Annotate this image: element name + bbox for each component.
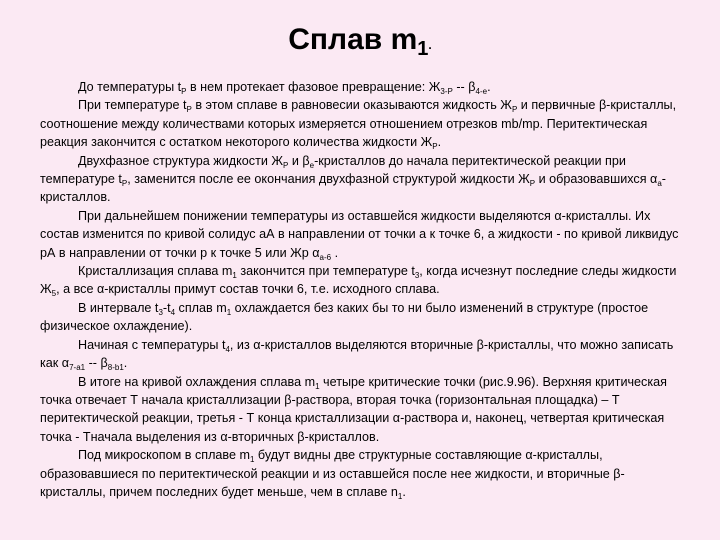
- paragraph-3: Двухфазное структура жидкости $Ж_P$ и $\beta_e$-кристаллов до начала перитектической реакции при температуре $t_P$, заменится после ее окончания двухфазной структурой жидкости $Ж_P$ и образовавшихся $\alpha_a$-кристаллов.: [40, 153, 666, 205]
- title-dot: .: [428, 38, 432, 52]
- title-text: Сплав m: [288, 23, 418, 56]
- paragraph-7: Начиная с температуры $t_4$, из α-кристаллов выделяются вторичные β-кристаллы, что можно записать как $\alpha_{7-a1} -- \beta_{8-b1}$.: [40, 337, 674, 373]
- paragraph-8: В итоге на кривой охлаждения сплава $m_1$ четыре критические точки (рис.9.96). Верхняя критическая точка отвечает Т начала кристаллизации β-раствора, вторая точка (горизонтальная площадка) – Т перитектической реакции, третья - Т конца кристаллизации α-раствора и, наконец, четвертая критическая точка - Тначала выделения из α-вторичных β-кристаллов.: [40, 374, 667, 444]
- paragraph-5: Кристаллизация сплава $m_1$ закончится при температуре $t_3$, когда исчезнут последние следы жидкости $Ж_5$, а все α-кристаллы примут состав точки 6, т.е. исходного сплава.: [40, 264, 677, 299]
- paragraph-4: При дальнейшем понижении температуры из оставшейся жидкости выделяются α-кристаллы. Их состав изменится по кривой солидус аА в направлении от точки а к точке 6, а жидкости - по кривой ликвидус рА в направлении от точки р к точке 5 или Жр $\alpha_{a-6}$ .: [40, 208, 679, 262]
- slide-title: [0, 22, 720, 63]
- paragraph-1: До температуры $t_P$ в нем протекает фазовое превращение: $Ж_{3-P} -- \beta_{4-e}$.: [78, 80, 491, 96]
- paragraph-2: При температуре $t_P$ в этом сплаве в равновесии оказываются жидкость $Ж_P$ и первичные β-кристаллы, соотношение между количествами которых измеряется отношением отрезков mb/mp. Перитектическая реакция закончится с остатком некоторого количества жидкости $Ж_P$.: [40, 98, 677, 152]
- slide-body: [40, 78, 690, 501]
- paragraph-6: В интервале $t_3-t_4$ сплав $m_1$ охлаждается без каких бы то ни было изменений в структуре (простое физическое охлаждение).: [40, 300, 649, 334]
- title-subscript: 1: [417, 38, 429, 60]
- paragraph-9: Под микроскопом в сплаве $m_1$ будут видны две структурные составляющие α-кристаллы, образовавшиеся по перитектической реакции и из оставшейся после нее жидкости, и вторичные β-кристаллы, причем последних будет меньше, чем в сплаве $n_1$.: [40, 448, 625, 501]
